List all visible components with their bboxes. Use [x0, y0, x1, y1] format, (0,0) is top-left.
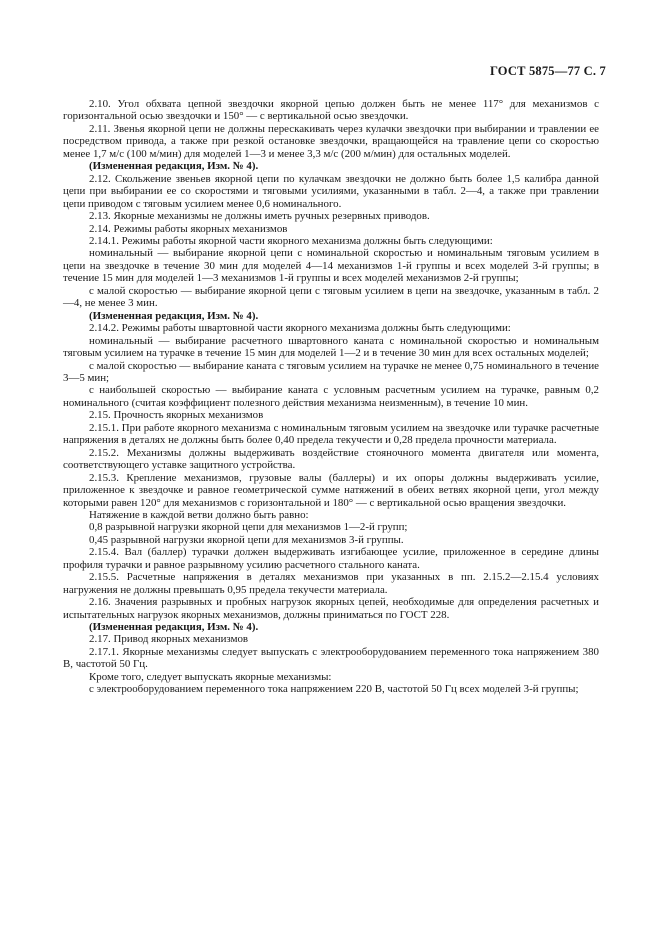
- paragraph: номинальный — выбирание расчетного швартовного каната с номинальной скоростью и номинальным тяговым усилием на турачке в течение 15 мин для моделей 1—2 и в течение 30 мин для всех остальных моделей;: [63, 334, 599, 360]
- paragraph: 2.15.5. Расчетные напряжения в деталях механизмов при указанных в пп. 2.15.2—2.15.4 условиях нагружения не должны превышать 0,95 предела текучести материала.: [63, 571, 599, 596]
- paragraph: 2.17. Привод якорных механизмов: [89, 633, 249, 646]
- paragraph: с малой скоростью — выбирание каната с тяговым усилием на турачке не менее 0,75 номинального в течение 3—5 мин;: [63, 359, 599, 384]
- paragraph: с наибольшей скоростью — выбирание каната с условным расчетным усилием на турачке, равным 0,2 номинального (считая коэффициент полезного действия механизма неизменным), в течение 10 мин.: [63, 384, 599, 409]
- paragraph: Кроме того, следует выпускать якорные механизмы:: [89, 670, 332, 683]
- paragraph: 0,45 разрывной нагрузки якорной цепи для механизмов 3-й группы.: [89, 533, 404, 546]
- paragraph: 2.15.2. Механизмы должны выдерживать воздействие стояночного момента двигателя или момента, соответствующего уставке защитного устройства.: [63, 446, 599, 472]
- paragraph: 2.15.1. При работе якорного механизма с номинальным тяговым усилием на звездочке или турачке расчетные напряжения в деталях не должны быть более 0,40 предела текучести и 0,28 предела прочности материала.: [63, 421, 599, 447]
- page-header: ГОСТ 5875—77 С. 7: [489, 64, 606, 78]
- amendment-note: (Измененная редакция, Изм. № 4).: [89, 160, 259, 173]
- paragraph: 2.17.1. Якорные механизмы следует выпускать с электрооборудованием переменного тока напряжением 380 В, частотой 50 Гц.: [63, 645, 599, 671]
- paragraph: 2.10. Угол обхвата цепной звездочки якорной цепью должен быть не менее 117° для механизмов с горизонтальной осью звездочки и 150° — с вертикальной осью звездочки.: [63, 98, 599, 123]
- paragraph: 2.12. Скольжение звеньев якорной цепи по кулачкам звездочки не должно быть более 1,5 калибра данной цепи при выбирании ее со скоростями и тяговыми усилиями, указанными в табл. 2—4, а также при травлении цепи приводом с тяговым усилием менее 0,6 номинального.: [63, 172, 599, 210]
- amendment-note: (Измененная редакция, Изм. № 4).: [89, 309, 259, 322]
- paragraph: 2.15.4. Вал (баллер) турачки должен выдерживать изгибающее усилие, приложенное в середине длины профиля турачки и равное разрывному усилию расчетного стального каната.: [63, 546, 599, 571]
- paragraph: номинальный — выбирание якорной цепи с номинальной скоростью и номинальным тяговым усилием в цепи на звездочке в течение 30 мин для моделей 4—14 механизмов 1-й группы и всех моделей 3-й группы; в течение 15 мин для моделей 1—3 механизмов 1-й группы и всех моделей механизмов 2-й группы;: [63, 247, 599, 285]
- paragraph: Натяжение в каждой ветви должно быть равно:: [89, 508, 309, 521]
- paragraph: с малой скоростью — выбирание якорной цепи с тяговым усилием в цепи на звездочке, указанным в табл. 2—4, не менее 3 мин.: [63, 284, 599, 310]
- paragraph: 0,8 разрывной нагрузки якорной цепи для механизмов 1—2-й групп;: [89, 521, 408, 534]
- paragraph: 2.11. Звенья якорной цепи не должны перескакивать через кулачки звездочки при выбирании и травлении ее посредством привода, а также при резкой остановке звездочки, вращающейся на травление цепи со скоростью менее 1,7 м/с (100 м/мин) для моделей 1—3 и менее 3,3 м/с (200 м/мин) для остальных моделей.: [63, 122, 599, 160]
- paragraph: 2.15. Прочность якорных механизмов: [89, 409, 264, 422]
- paragraph: с электрооборудованием переменного тока напряжением 220 В, частотой 50 Гц всех моделей 3-й группы;: [89, 683, 579, 696]
- document-body: [63, 98, 599, 696]
- paragraph: 2.14.1. Режимы работы якорной части якорного механизма должны быть следующими:: [89, 234, 493, 247]
- paragraph: 2.16. Значения разрывных и пробных нагрузок якорных цепей, необходимые для определения расчетных и испытательных нагрузок якорных механизмов, должны приниматься по ГОСТ 228.: [63, 596, 599, 621]
- paragraph: 2.15.3. Крепление механизмов, грузовые валы (баллеры) и их опоры должны выдерживать усилие, приложенное к звездочке и равное геометрической сумме натяжений в обеих ветвях якорной цепи, угол между которыми равен 120° для механизмов с горизонтальной и 180° — с вертикальной осью вращения звездочки.: [63, 471, 599, 509]
- paragraph: 2.14. Режимы работы якорных механизмов: [89, 222, 288, 235]
- paragraph: 2.14.2. Режимы работы швартовной части якорного механизма должны быть следующими:: [89, 322, 511, 335]
- amendment-note: (Измененная редакция, Изм. № 4).: [89, 621, 259, 634]
- paragraph: 2.13. Якорные механизмы не должны иметь ручных резервных приводов.: [89, 210, 430, 223]
